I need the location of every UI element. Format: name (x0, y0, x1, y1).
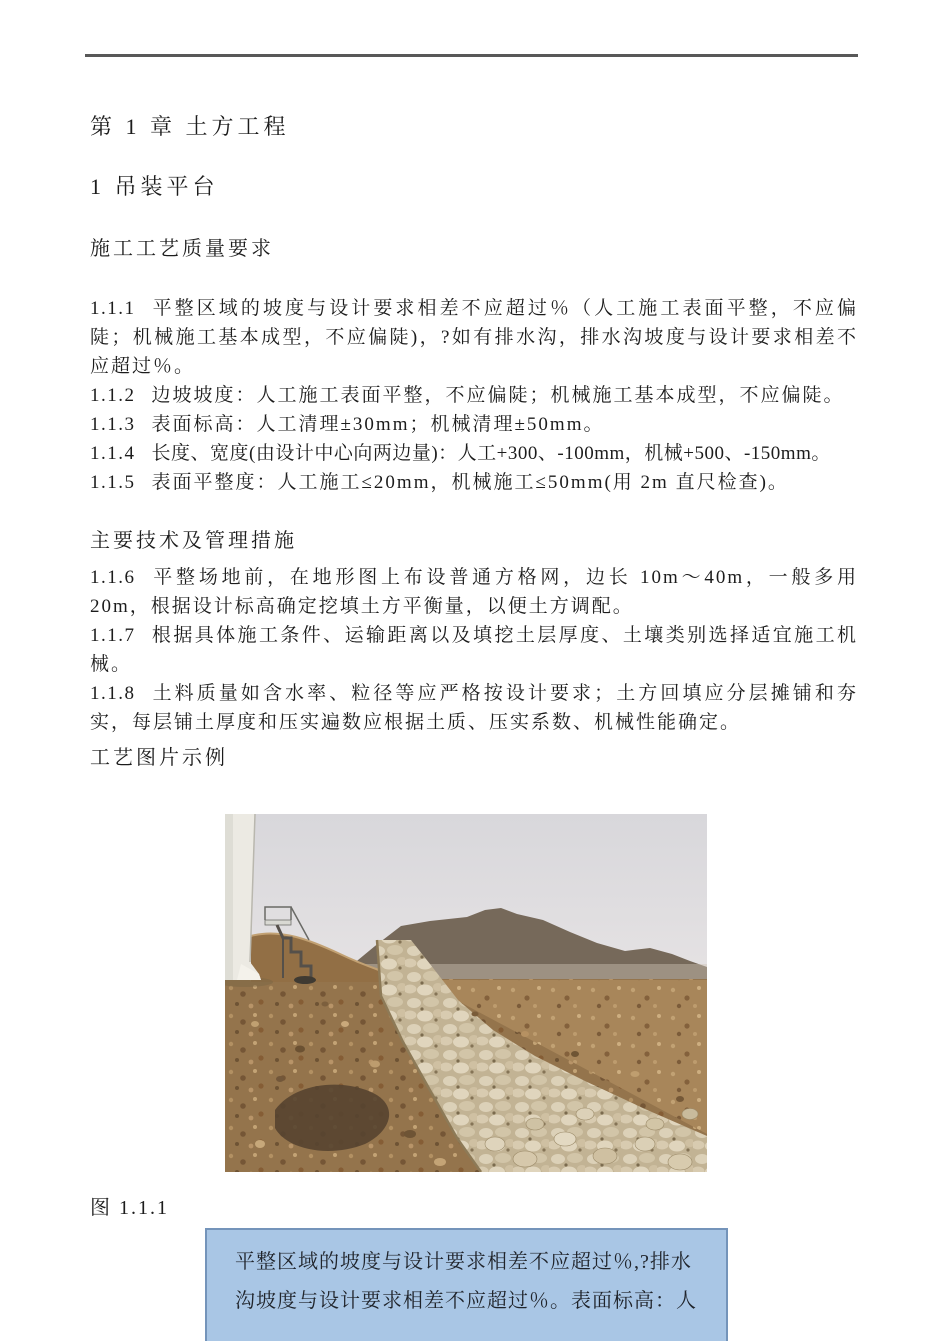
figure-caption: 图 1.1.1 (90, 1197, 169, 1219)
item-number: 1.1.5 (90, 472, 136, 493)
item-number: 1.1.1 (90, 298, 136, 319)
quality-requirement-list (90, 294, 858, 497)
callout-line: 平整区域的坡度与设计要求相差不应超过％,?排水 (235, 1251, 692, 1273)
subsection-quality-heading: 施工工艺质量要求 (90, 238, 274, 260)
item-text: 土料质量如含水率、粒径等应严格按设计要求；土方回填应分层摊铺和夯实，每层铺土厚度和压实遍数应根据土质、压实系数、机械性能确定。 (90, 683, 858, 733)
callout-box (205, 1228, 728, 1341)
list-item (90, 410, 858, 439)
item-text: 平整场地前，在地形图上布设普通方格网，边长 10m～40m，一般多用 20m，根据设计标高确定挖填土方平衡量，以便土方调配。 (90, 567, 858, 617)
chapter-title: 第 1 章 土方工程 (90, 114, 290, 139)
list-item (90, 294, 858, 381)
photo-example-heading: 工艺图片示例 (90, 747, 228, 769)
list-item (90, 679, 858, 737)
list-item (90, 439, 858, 468)
item-text: 平整区域的坡度与设计要求相差不应超过％（人工施工表面平整，不应偏陡；机械施工基本成型，不应偏陡)，?如有排水沟，排水沟坡度与设计要求相差不应超过％。 (90, 298, 858, 377)
subsection-measures-heading: 主要技术及管理措施 (90, 530, 297, 552)
list-item (90, 563, 858, 621)
item-text: 边坡坡度：人工施工表面平整，不应偏陡；机械施工基本成型，不应偏陡。 (151, 385, 845, 406)
item-number: 1.1.7 (90, 625, 136, 646)
list-item (90, 381, 858, 410)
item-text: 表面标高：人工清理±30mm；机械清理±50mm。 (151, 414, 605, 435)
item-text: 根据具体施工条件、运输距离以及填挖土层厚度、土壤类别选择适宜施工机械。 (90, 625, 858, 675)
measures-list (90, 563, 858, 737)
header-divider (85, 54, 858, 57)
item-text: 表面平整度：人工施工≤20mm，机械施工≤50mm(用 2m 直尺检查)。 (151, 472, 789, 493)
item-text: 长度、宽度(由设计中心向两边量)：人工+300、-100mm，机械+500、-150mm。 (151, 443, 831, 464)
item-number: 1.1.2 (90, 385, 136, 406)
item-number: 1.1.3 (90, 414, 136, 435)
item-number: 1.1.4 (90, 443, 136, 464)
site-photo-graphic (225, 814, 707, 1172)
list-item (90, 468, 858, 497)
item-number: 1.1.6 (90, 567, 136, 588)
section-title: 1 吊装平台 (90, 174, 219, 199)
item-number: 1.1.8 (90, 683, 136, 704)
list-item (90, 621, 858, 679)
site-photo (225, 814, 707, 1172)
callout-line: 沟坡度与设计要求相差不应超过％。表面标高：人 (235, 1290, 697, 1312)
